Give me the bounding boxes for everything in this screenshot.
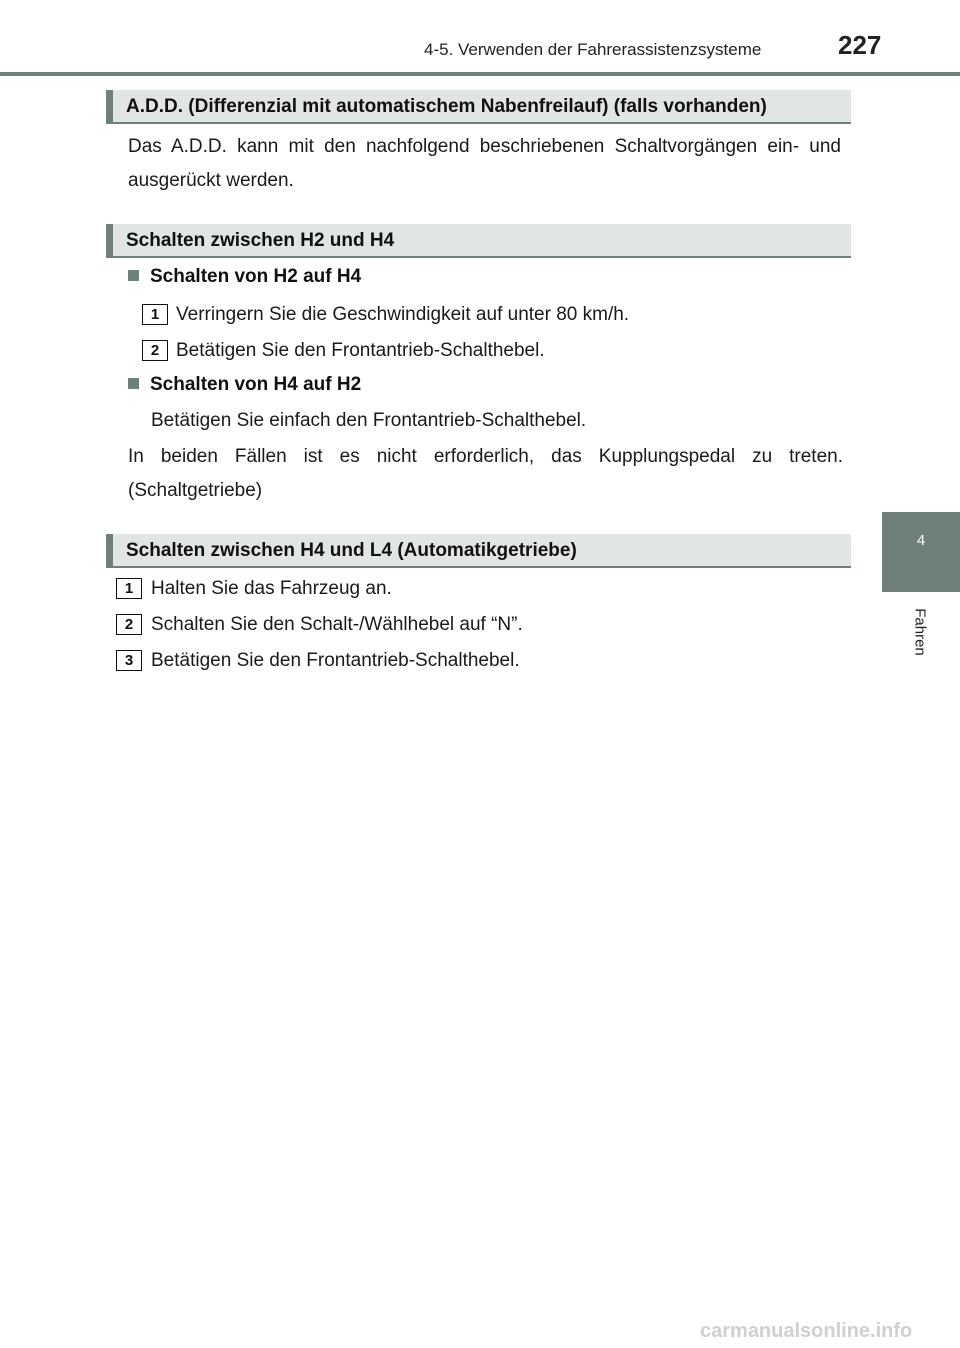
chapter-tab-label: Fahren bbox=[911, 608, 929, 656]
step-text: Schalten Sie den Schalt-/Wählhebel auf “N”. bbox=[151, 614, 523, 635]
section-title-h2-h4: Schalten zwischen H2 und H4 bbox=[106, 224, 851, 258]
clutch-note: In beiden Fällen ist es nicht erforderlich, das Kupplungspedal zu treten. (Schaltgetriebe) bbox=[128, 446, 843, 501]
subheading-text: Schalten von H4 auf H2 bbox=[150, 374, 362, 395]
step-text: Halten Sie das Fahrzeug an. bbox=[151, 578, 392, 599]
subheading-h2-to-h4 bbox=[128, 266, 361, 288]
section-title-add: A.D.D. (Differenzial mit automatischem Nabenfreilauf) (falls vorhanden) bbox=[106, 90, 851, 124]
chapter-tab bbox=[882, 512, 960, 592]
step-number-box: 1 bbox=[142, 304, 168, 325]
step-text: Betätigen Sie den Frontantrieb-Schalthebel. bbox=[176, 340, 545, 361]
square-bullet-icon bbox=[128, 378, 139, 389]
chapter-tab-number: 4 bbox=[916, 532, 926, 549]
step-number-box: 3 bbox=[116, 650, 142, 671]
page-number: 227 bbox=[838, 30, 882, 60]
h4-to-h2-text: Betätigen Sie einfach den Frontantrieb-Schalthebel. bbox=[151, 410, 587, 431]
step-number-box: 2 bbox=[142, 340, 168, 361]
chapter-title: 4-5. Verwenden der Fahrerassistenzsysteme bbox=[424, 40, 762, 59]
square-bullet-icon bbox=[128, 270, 139, 281]
watermark: carmanualsonline.info bbox=[700, 1320, 913, 1342]
step-number-box: 2 bbox=[116, 614, 142, 635]
subheading-text: Schalten von H2 auf H4 bbox=[150, 266, 362, 287]
add-description: Das A.D.D. kann mit den nachfolgend beschriebenen Schaltvorgängen ein- und ausgerückt werden. bbox=[128, 136, 841, 191]
step-text: Betätigen Sie den Frontantrieb-Schalthebel. bbox=[151, 650, 520, 671]
step-number-box: 1 bbox=[116, 578, 142, 599]
header-rule bbox=[0, 72, 960, 76]
section-title-h4-l4: Schalten zwischen H4 und L4 (Automatikgetriebe) bbox=[106, 534, 851, 568]
subheading-h4-to-h2 bbox=[128, 374, 361, 396]
step-text: Verringern Sie die Geschwindigkeit auf unter 80 km/h. bbox=[176, 304, 630, 325]
